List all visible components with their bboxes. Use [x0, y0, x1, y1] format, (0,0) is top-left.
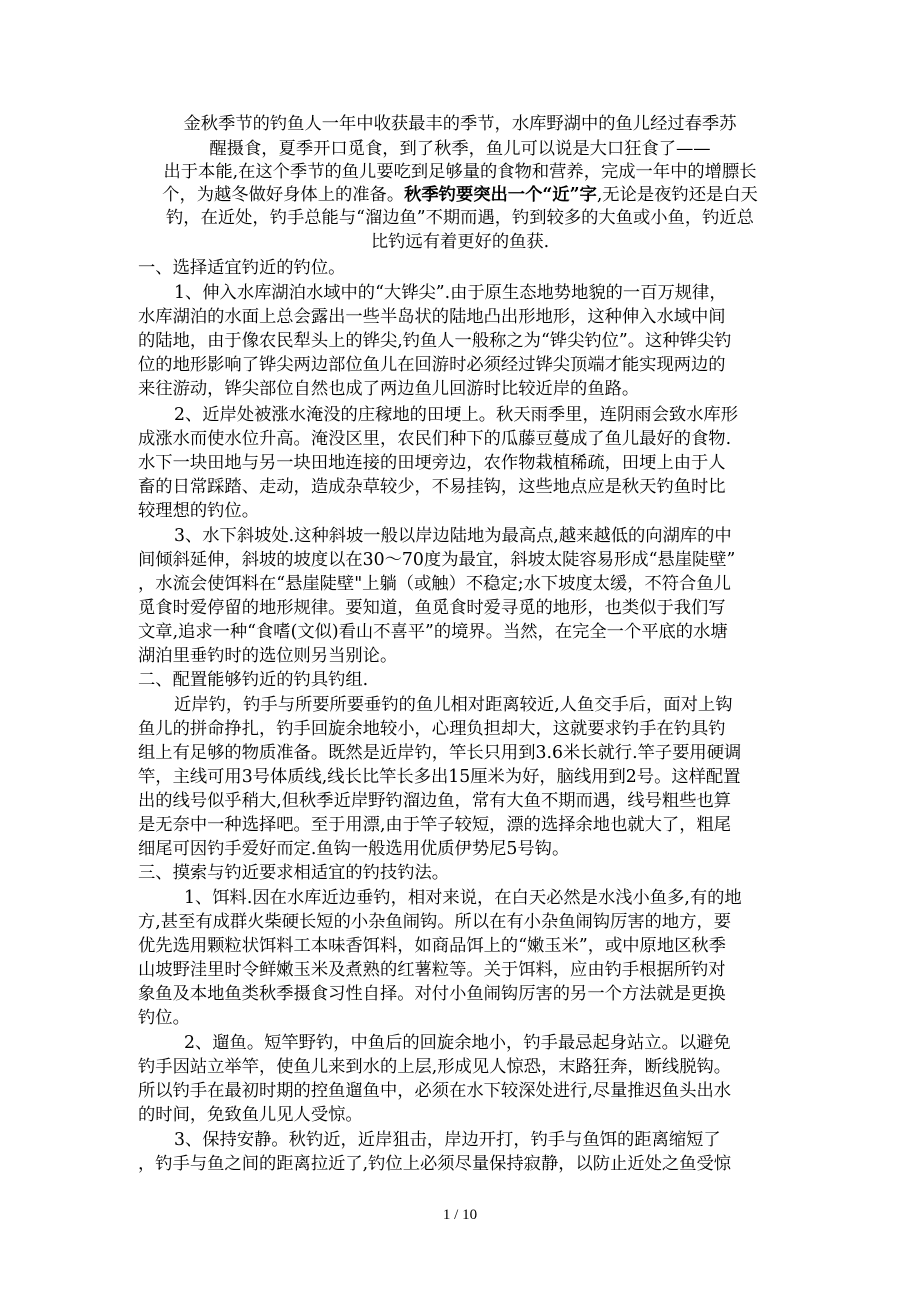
- s3-p1-line-3: 优先选用颗粒状饵料工本味香饵料，如商品饵上的“嫩玉米”，或中原地区秋季: [138, 936, 726, 956]
- s3-p1-line-2: 方,甚至有成群火柴硬长短的小杂鱼闹钩。所以在有小杂鱼闹钩厉害的地方，要: [138, 912, 732, 932]
- s3-p3-line-1: 3、保持安静。秋钓近，近岸狙击，岸边开打，钓手与鱼饵的距离缩短了: [174, 1130, 721, 1150]
- s1-p3-line-4: 觅食时爱停留的地形规律。要知道，鱼觅食时爱寻觅的地形，也类似于我们写: [138, 598, 726, 618]
- intro-line-6: 比钓远有着更好的鱼获.: [370, 232, 550, 252]
- s3-p1-line-6: 钓位。: [138, 1008, 190, 1028]
- s1-p3-line-2: 间倾斜延伸，斜坡的坡度以在30～70度为最宜，斜坡太陡容易形成“悬崖陡壁”: [138, 550, 736, 570]
- intro-line-1: 金秋季节的钓鱼人一年中收获最丰的季节，水库野湖中的鱼儿经过春季苏: [183, 114, 737, 134]
- section1-heading: 一、选择适宜钓近的钓位。: [138, 258, 346, 278]
- s1-p3-line-6: 湖泊里垂钓时的选位则另当别论。: [138, 646, 398, 666]
- s1-p3-line-1: 3、水下斜坡处.这种斜坡一般以岸边陆地为最高点,越来越低的向湖库的中: [174, 526, 732, 546]
- s1-p1-line-1: 1、伸入水库湖泊水域中的“大铧尖”.由于原生态地势地貌的一百万规律，: [174, 283, 727, 303]
- intro-line-5: 钓，在近处，钓手总能与“溜边鱼”不期而遇，钓到较多的大鱼或小鱼，钓近总: [166, 208, 754, 228]
- s3-p2-line-3: 所以钓手在最初时期的控鱼遛鱼中，必须在水下较深处进行,尽量推迟鱼头出水: [138, 1081, 732, 1101]
- s1-p2-line-5: 较理想的钓位。: [138, 501, 259, 521]
- s2-p1-line-7: 细尾可因钓手爱好而定.鱼钩一般选用优质伊势尼5号钩。: [138, 839, 570, 859]
- s2-p1-line-3: 组上有足够的物质准备。既然是近岸钓，竿长只用到3.6米长就行.竿子要用硬调: [138, 743, 742, 763]
- s2-p1-line-5: 出的线号似乎稍大,但秋季近岸野钓溜边鱼，常有大鱼不期而遇，线号粗些也算: [138, 791, 732, 811]
- s3-p2-line-1: 2、遛鱼。短竿野钓，中鱼后的回旋余地小，钓手最忌起身站立。以避免: [184, 1033, 731, 1053]
- s1-p1-line-3: 的陆地，由于像农民犁头上的铧尖,钓鱼人一般称之为“铧尖钓位”。这种铧尖钓: [138, 331, 732, 351]
- s3-p2-line-4: 的时间，免致鱼儿见人受惊。: [138, 1105, 363, 1125]
- s1-p3-line-3: ，水流会使饵料在“悬崖陡壁"上躺（或触）不稳定;水下坡度太缓，不符合鱼儿: [138, 574, 731, 594]
- s2-p1-line-6: 是无奈中一种选择吧。至于用漂,由于竿子较短，漂的选择余地也就大了，粗尾: [138, 815, 732, 835]
- intro-emphasis: 秋季钓要突出一个“近”字: [404, 185, 597, 205]
- s3-p3-line-2: ，钓手与鱼之间的距离拉近了,钓位上必须尽量保持寂静，以防止近处之鱼受惊: [138, 1154, 732, 1174]
- s3-p1-line-4: 山坡野洼里时令鲜嫩玉米及煮熟的红薯粒等。关于饵料，应由钓手根据所钓对: [138, 960, 726, 980]
- s1-p1-line-4: 位的地形影响了铧尖两边部位鱼儿在回游时必须经过铧尖顶端才能实现两边的: [138, 355, 726, 375]
- s3-p2-line-2: 钓手因站立举竿，使鱼儿来到水的上层,形成见人惊恐，末路狂奔，断线脱钩。: [138, 1057, 732, 1077]
- s1-p1-line-2: 水库湖泊的水面上总会露出一些半岛状的陆地凸出形地形，这种伸入水域中间: [138, 307, 726, 327]
- s3-p1-line-1: 1、饵料.因在水库近边垂钓，相对来说，在白天必然是水浅小鱼多,有的地: [184, 888, 742, 908]
- intro-line-3: 出于本能,在这个季节的鱼儿要吃到足够量的食物和营养，完成一年中的增膘长: [163, 162, 757, 182]
- intro-line-2: 醒摄食，夏季开口觅食，到了秋季，鱼儿可以说是大口狂食了——: [209, 139, 711, 159]
- intro-line-4-start: 个，为越冬做好身体上的准备。: [162, 185, 405, 205]
- page-number: 1 / 10: [442, 1207, 478, 1223]
- s2-p1-line-1: 近岸钓，钓手与所要所要垂钓的鱼儿相对距离较近,人鱼交手后，面对上钩: [174, 695, 733, 715]
- s1-p2-line-3: 水下一块田地与另一块田地连接的田埂旁边，农作物栽植稀疏，田埂上由于人: [138, 453, 726, 473]
- s2-p1-line-2: 鱼儿的拼命挣扎，钓手回旋余地较小，心理负担却大，这就要求钓手在钓具钓: [138, 719, 726, 739]
- intro-line-4-end: ,无论是夜钓还是白天: [596, 185, 758, 205]
- section2-heading: 二、配置能够钓近的钓具钓组.: [138, 670, 369, 690]
- s1-p3-line-5: 文章,追求一种“食嗜(文似)看山不喜平”的境界。当然，在完全一个平底的水塘: [138, 622, 728, 642]
- s1-p2-line-1: 2、近岸处被涨水淹没的庄稼地的田埂上。秋天雨季里，连阴雨会致水库形: [174, 405, 738, 425]
- s3-p1-line-5: 象鱼及本地鱼类秋季摄食习性自择。对付小鱼闹钩厉害的另一个方法就是更换: [138, 984, 726, 1004]
- section3-heading: 三、摸索与钓近要求相适宜的钓技钓法。: [138, 863, 450, 883]
- s1-p1-line-5: 来往游动，铧尖部位自然也成了两边鱼儿回游时比较近岸的鱼路。: [138, 379, 640, 399]
- s1-p2-line-2: 成涨水而使水位升高。淹没区里，农民们种下的瓜藤豆蔓成了鱼儿最好的食物.: [138, 429, 732, 449]
- s1-p2-line-4: 畜的日常踩踏、走动，造成杂草较少，不易挂钩，这些地点应是秋天钓鱼时比: [138, 477, 726, 497]
- s2-p1-line-4: 竿，主线可用3号体质线,线长比竿长多出15厘米为好，脑线用到2号。这样配置: [138, 767, 741, 787]
